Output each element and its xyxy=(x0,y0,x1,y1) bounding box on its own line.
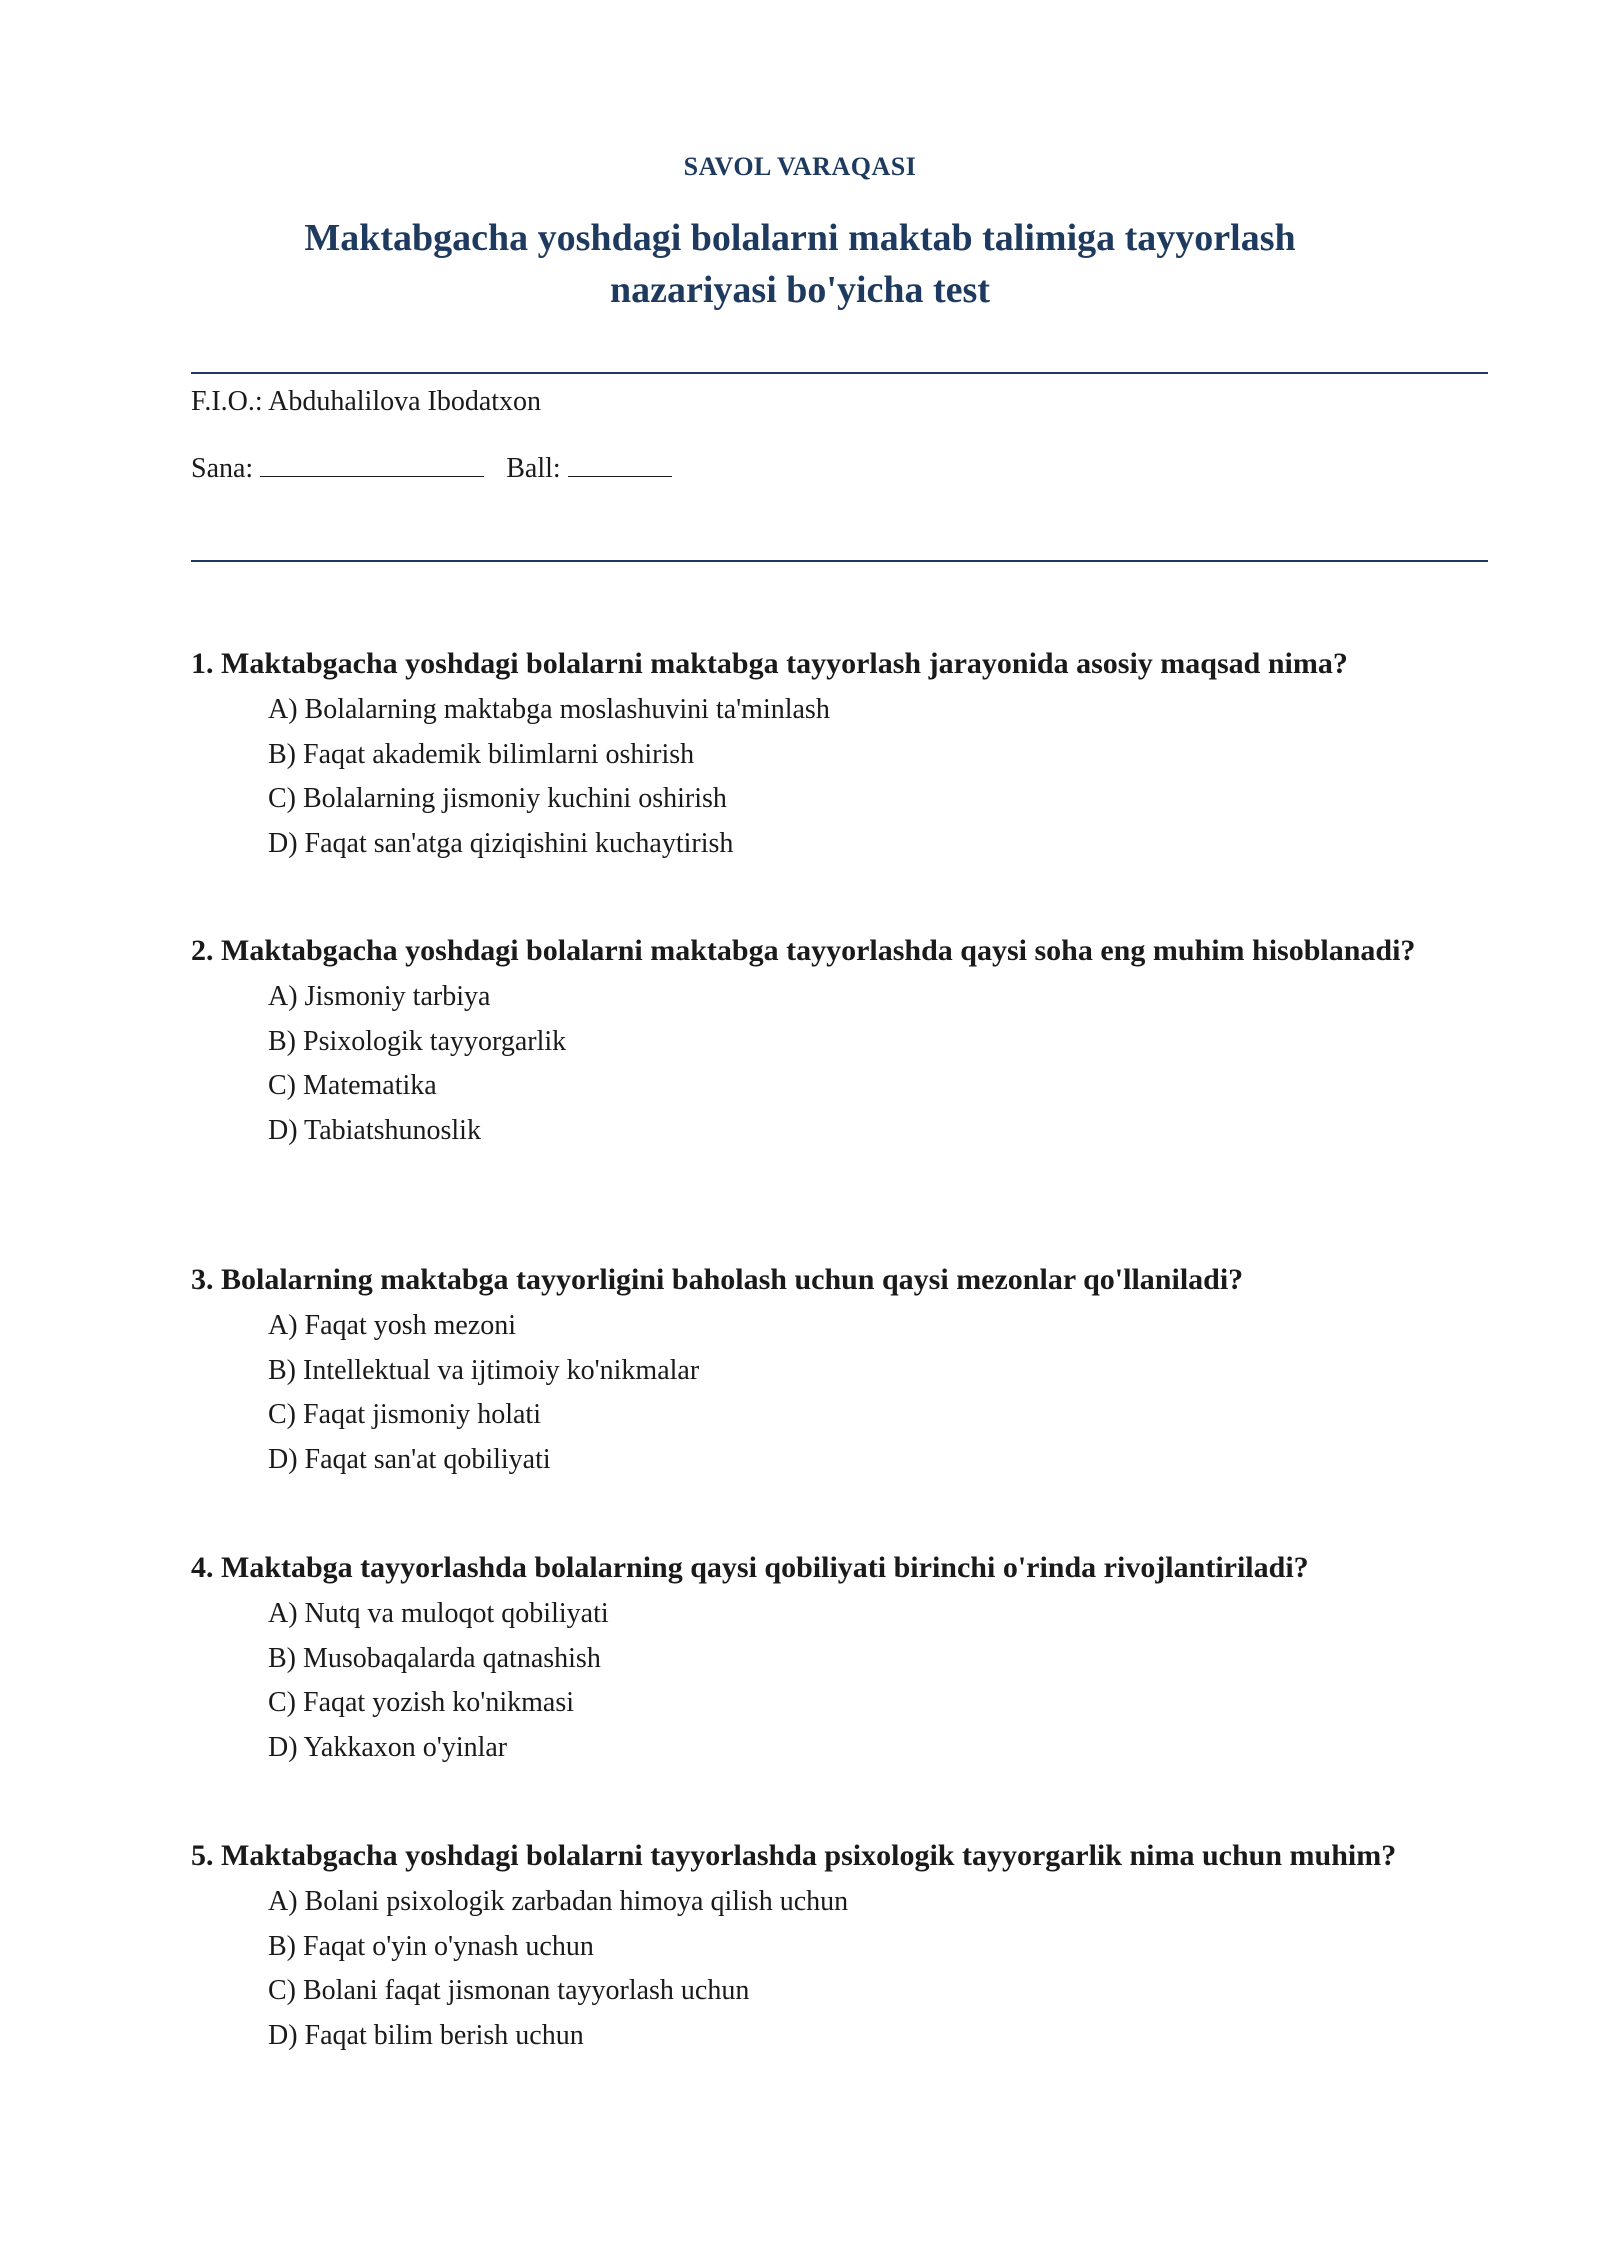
answer-options xyxy=(268,1880,1488,2058)
question-4 xyxy=(191,1546,1488,1770)
score-field[interactable] xyxy=(568,450,672,477)
option-a[interactable]: A) Jismoniy tarbiya xyxy=(268,981,491,1012)
question-2 xyxy=(191,929,1488,1153)
score-label: Ball: xyxy=(506,453,568,484)
option-a[interactable]: A) Bolani psixologik zarbadan himoya qilish uchun xyxy=(268,1886,849,1917)
option-d[interactable]: D) Faqat bilim berish uchun xyxy=(268,2019,584,2051)
option-d[interactable]: D) Tabiatshunoslik xyxy=(268,1114,481,1146)
answer-options xyxy=(268,688,1488,866)
question-5 xyxy=(191,1834,1488,2058)
option-b[interactable]: B) Intellektual va ijtimoiy ko'nikmalar xyxy=(268,1354,700,1386)
question-text: 4. Maktabga tayyorlashda bolalarning qaysi qobiliyati birinchi o'rinda rivojlantiriladi? xyxy=(191,1551,1309,1584)
option-a[interactable]: A) Faqat yosh mezoni xyxy=(268,1310,517,1341)
option-d[interactable]: D) Yakkaxon o'yinlar xyxy=(268,1731,508,1763)
question-text: 5. Maktabgacha yoshdagi bolalarni tayyorlashda psixologik tayyorgarlik nima uchun muhim? xyxy=(191,1839,1397,1872)
date-score-line xyxy=(191,450,672,486)
option-c[interactable]: C) Faqat jismoniy holati xyxy=(268,1399,541,1430)
document-title: Maktabgacha yoshdagi bolalarni maktab talimiga tayyorlash nazariyasi bo'yicha test xyxy=(304,217,1296,311)
option-b[interactable]: B) Psixologik tayyorgarlik xyxy=(268,1025,567,1057)
question-text: 3. Bolalarning maktabga tayyorligini baholash uchun qaysi mezonlar qo'llaniladi? xyxy=(191,1263,1244,1296)
question-1 xyxy=(191,642,1488,866)
option-b[interactable]: B) Faqat akademik bilimlarni oshirish xyxy=(268,738,695,770)
option-a[interactable]: A) Nutq va muloqot qobiliyati xyxy=(268,1598,609,1629)
question-text: 2. Maktabgacha yoshdagi bolalarni maktabga tayyorlashda qaysi soha eng muhim hisoblanadi? xyxy=(191,934,1416,967)
option-c[interactable]: C) Bolani faqat jismonan tayyorlash uchun xyxy=(268,1975,750,2006)
question-text: 1. Maktabgacha yoshdagi bolalarni maktabga tayyorlash jarayonida asosiy maqsad nima? xyxy=(191,647,1348,680)
date-field[interactable] xyxy=(260,450,484,477)
option-b[interactable]: B) Musobaqalarda qatnashish xyxy=(268,1642,601,1674)
option-d[interactable]: D) Faqat san'at qobiliyati xyxy=(268,1443,551,1475)
bottom-divider xyxy=(191,560,1488,562)
option-c[interactable]: C) Matematika xyxy=(268,1070,437,1101)
option-a[interactable]: A) Bolalarning maktabga moslashuvini ta'minlash xyxy=(268,694,830,725)
option-c[interactable]: C) Faqat yozish ko'nikmasi xyxy=(268,1687,575,1718)
option-c[interactable]: C) Bolalarning jismoniy kuchini oshirish xyxy=(268,783,727,814)
option-b[interactable]: B) Faqat o'yin o'ynash uchun xyxy=(268,1930,594,1962)
date-label: Sana: xyxy=(191,453,261,484)
top-divider xyxy=(191,372,1488,374)
document-label: SAVOL VARAQASI xyxy=(683,152,917,181)
question-3 xyxy=(191,1258,1488,1482)
answer-options xyxy=(268,975,1488,1153)
student-name: F.I.O.: Abduhalilova Ibodatxon xyxy=(191,386,542,417)
answer-options xyxy=(268,1592,1488,1770)
answer-options xyxy=(268,1304,1488,1482)
option-d[interactable]: D) Faqat san'atga qiziqishini kuchaytirish xyxy=(268,827,734,859)
